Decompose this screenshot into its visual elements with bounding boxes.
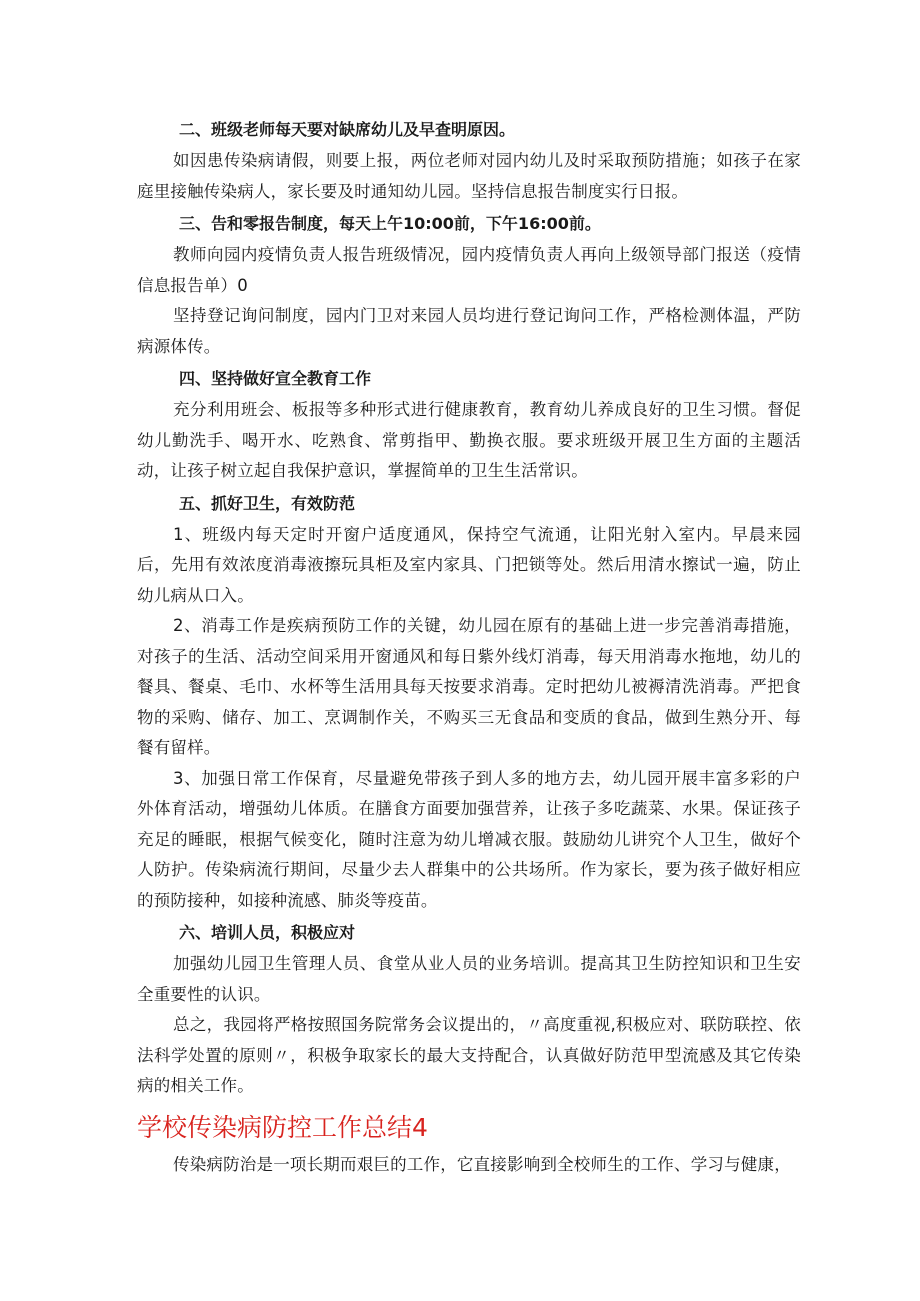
paragraph: 如因患传染病请假，则要上报，两位老师对园内幼儿及时采取预防措施；如孩子在家庭里接触传染病人，家长要及时通知幼儿园。坚持信息报告制度实行日报。 [137, 151, 801, 201]
paragraph: 传染病防治是一项长期而艰巨的工作，它直接影响到全校师生的工作、学习与健康， [173, 1154, 791, 1174]
paragraph: 2、消毒工作是疾病预防工作的关键，幼儿园在原有的基础上进一步完善消毒措施，对孩子的生活、活动空间采用开窗通风和每日紫外线灯消毒，每天用消毒水拖地，幼儿的餐具、餐桌、毛巾、水杯等生活用具每天按要求消毒。定时把幼儿被褥清洗消毒。严把食物的采购、储存、加工、烹调制作关，不购买三无食品和变质的食品，做到生熟分开、每餐有留样。 [137, 616, 801, 757]
paragraph: 加强幼儿园卫生管理人员、食堂从业人员的业务培训。提高其卫生防控知识和卫生安全重要性的认识。 [137, 954, 801, 1004]
paragraph: 充分利用班会、板报等多种形式进行健康教育，教育幼儿养成良好的卫生习惯。督促幼儿勤洗手、喝开水、吃熟食、常剪指甲、勤换衣服。要求班级开展卫生方面的主题活动，让孩子树立起自我保护意识，掌握简单的卫生生活常识。 [137, 400, 801, 480]
section-heading-5: 五、抓好卫生，有效防范 [179, 493, 356, 513]
section-heading-6: 六、培训人员，积极应对 [179, 923, 356, 942]
document-title: 学校传染病防控工作总结4 [137, 1112, 428, 1142]
paragraph: 1、班级内每天定时开窗户适度通风，保持空气流通，让阳光射入室内。早晨来园后，先用有效浓度消毒液擦玩具柜及室内家具、门把锁等处。然后用清水擦试一遍，防止幼儿病从口入。 [137, 524, 801, 605]
paragraph: 总之，我园将严格按照国务院常务会议提出的，〃高度重视,积极应对、联防联控、依法科学处置的原则〃，积极争取家长的最大支持配合，认真做好防范甲型流感及其它传染病的相关工作。 [137, 1015, 801, 1095]
section-heading-2: 二、班级老师每天要对缺席幼儿及早查明原因。 [179, 120, 516, 139]
paragraph: 坚持登记询问制度，园内门卫对来园人员均进行登记询问工作，严格检测体温，严防病源体传。 [137, 306, 801, 356]
section-heading-3: 三、告和零报告制度，每天上午10:00前，下午16:00前。 [179, 214, 601, 233]
section-heading-4: 四、坚持做好宣全教育工作 [179, 369, 372, 388]
paragraph: 3、加强日常工作保育，尽量避免带孩子到人多的地方去，幼儿园开展丰富多彩的户外体育活动，增强幼儿体质。在膳食方面要加强营养，让孩子多吃蔬菜、水果。保证孩子充足的睡眠，根据气候变化，随时注意为幼儿增减衣服。鼓励幼儿讲究个人卫生，做好个人防护。传染病流行期间，尽量少去人群集中的公共场所。作为家长，要为孩子做好相应的预防接种，如接种流感、肺炎等疫苗。 [137, 768, 801, 910]
paragraph: 教师向园内疫情负责人报告班级情况，园内疫情负责人再向上级领导部门报送（疫情信息报告单）0 [137, 245, 801, 295]
document-page [137, 113, 801, 1180]
